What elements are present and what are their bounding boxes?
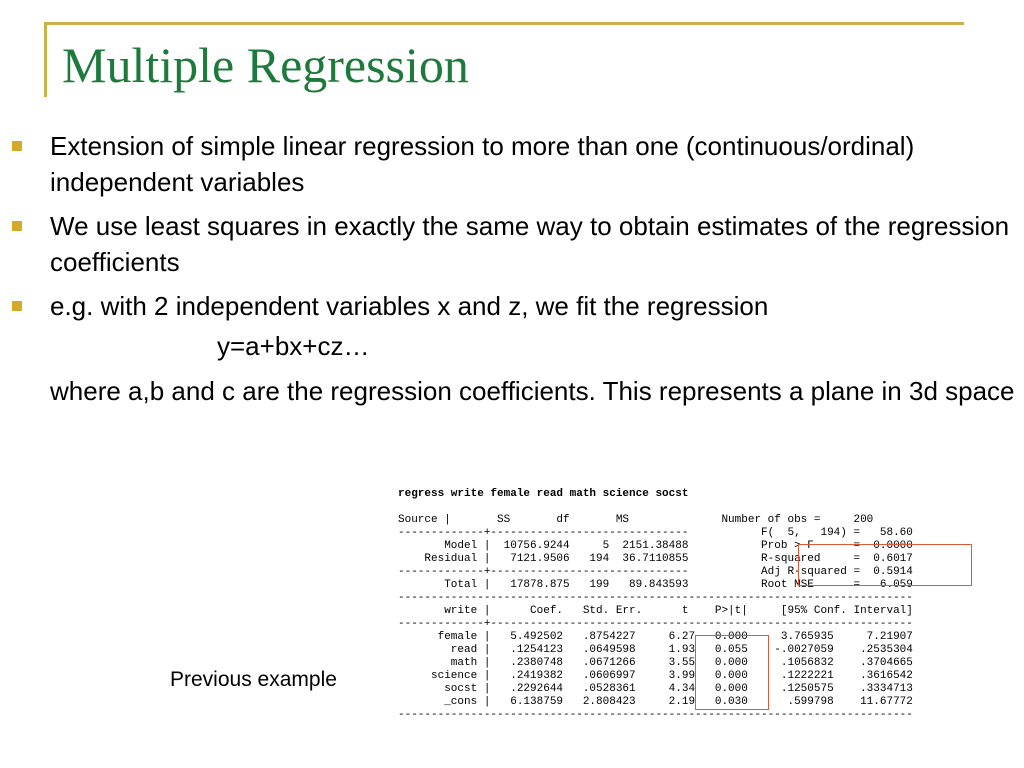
stata-line: Model | 10756.9244 5 2151.38488 Prob > F = 0.0000 bbox=[398, 540, 913, 552]
title-frame-top bbox=[44, 22, 964, 25]
previous-example-caption: Previous example bbox=[170, 668, 337, 691]
stata-line: Residual | 7121.9506 194 36.7110855 R-squared = 0.6017 bbox=[398, 553, 913, 565]
stata-line: -------------+---------------------------------------------------------------- bbox=[398, 618, 913, 630]
regression-formula: y=a+bx+cz… bbox=[217, 331, 370, 361]
fit-statistics-highlight bbox=[798, 544, 972, 586]
bullet-item bbox=[12, 128, 1016, 200]
bullet-square-icon bbox=[12, 221, 22, 231]
stata-output bbox=[398, 488, 978, 738]
stata-line: ------------------------------------------------------------------------------ bbox=[398, 709, 913, 721]
stata-line: socst | .2292644 .0528361 4.34 0.000 .1250575 .3334713 bbox=[398, 683, 913, 695]
bullet-list bbox=[12, 128, 1016, 408]
stata-command: regress write female read math science socst bbox=[398, 488, 689, 500]
stata-line: science | .2419382 .0606997 3.99 0.000 .1222221 .3616542 bbox=[398, 670, 913, 682]
bullet-text: Extension of simple linear regression to more than one (continuous/ordinal) independent variables bbox=[50, 131, 915, 197]
slide-title: Multiple Regression bbox=[62, 37, 469, 93]
stata-line: math | .2380748 .0671266 3.55 0.000 .1056832 .3704665 bbox=[398, 657, 913, 669]
bullet-item bbox=[12, 208, 1016, 280]
stata-line: write | Coef. Std. Err. t P>|t| [95% Conf. Interval] bbox=[398, 605, 913, 617]
stata-line: -------------+------------------------------ Adj R-squared = 0.5914 bbox=[398, 566, 913, 578]
stata-line: female | 5.492502 .8754227 6.27 0.000 3.765935 7.21907 bbox=[398, 631, 913, 643]
stata-line: read | .1254123 .0649598 1.93 0.055 -.0027059 .2535304 bbox=[398, 644, 913, 656]
t-pvalue-highlight bbox=[695, 635, 769, 710]
stata-line: Total | 17878.875 199 89.843593 Root MSE = 6.059 bbox=[398, 579, 913, 591]
bullet-item bbox=[12, 288, 1016, 324]
bullet-square-icon bbox=[12, 141, 22, 151]
stata-line: ------------------------------------------------------------------------------ bbox=[398, 592, 913, 604]
bullet-square-icon bbox=[12, 301, 22, 311]
stata-line: -------------+------------------------------ F( 5, 194) = 58.60 bbox=[398, 527, 913, 539]
stata-line: _cons | 6.138759 2.808423 2.19 0.030 .599798 11.67772 bbox=[398, 696, 913, 708]
bullet-text: We use least squares in exactly the same way to obtain estimates of the regression coefficients bbox=[50, 211, 1010, 277]
title-frame-left bbox=[44, 22, 47, 97]
stata-line: Source | SS df MS Number of obs = 200 bbox=[398, 514, 874, 526]
continuation-text: where a,b and c are the regression coefficients. This represents a plane in 3d space bbox=[50, 376, 1015, 406]
bullet-text: e.g. with 2 independent variables x and z, we fit the regression bbox=[50, 291, 769, 321]
